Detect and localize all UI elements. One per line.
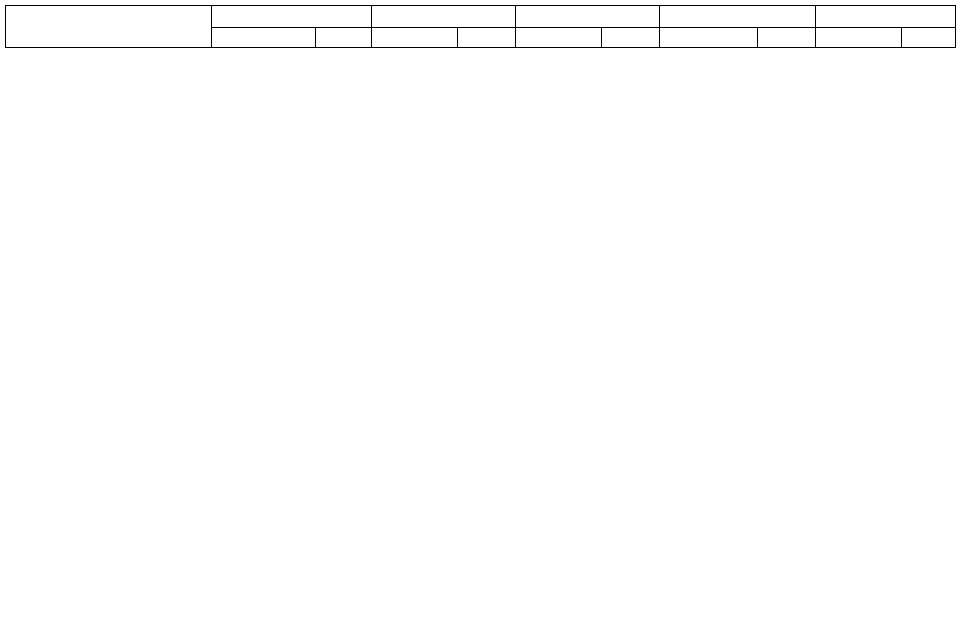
temperature-column-header bbox=[660, 28, 758, 48]
date-header bbox=[816, 6, 956, 28]
temperature-column-header bbox=[372, 28, 458, 48]
weather-column-header bbox=[602, 28, 660, 48]
date-header bbox=[372, 6, 516, 28]
temperature-column-header bbox=[516, 28, 602, 48]
forecast-table bbox=[5, 5, 956, 48]
date-header bbox=[660, 6, 816, 28]
regions-header bbox=[6, 6, 212, 48]
date-header bbox=[212, 6, 372, 28]
weather-column-header bbox=[902, 28, 956, 48]
weather-column-header bbox=[316, 28, 372, 48]
temperature-column-header bbox=[212, 28, 316, 48]
date-header bbox=[516, 6, 660, 28]
temperature-column-header bbox=[816, 28, 902, 48]
weather-column-header bbox=[758, 28, 816, 48]
weather-column-header bbox=[458, 28, 516, 48]
